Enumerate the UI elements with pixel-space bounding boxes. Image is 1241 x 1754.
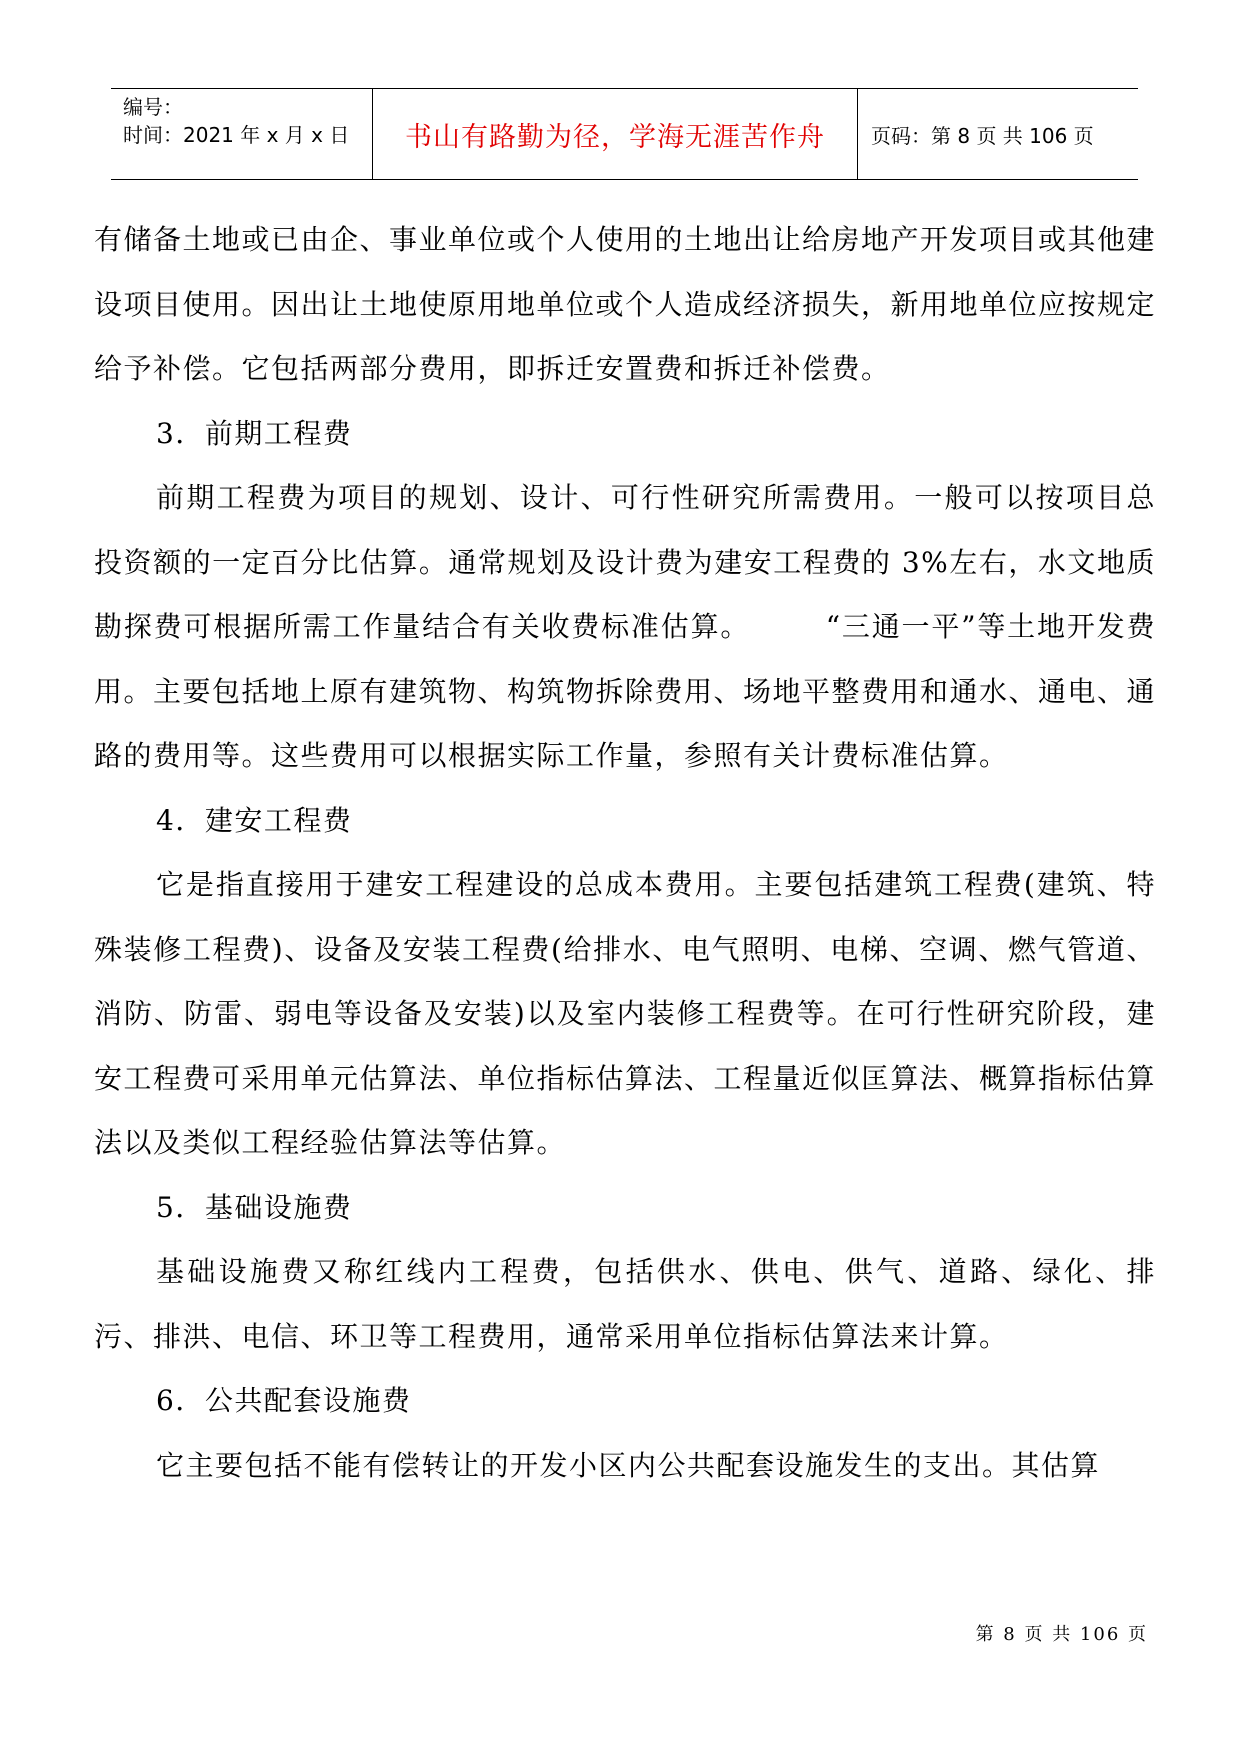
body-paragraph: 它主要包括不能有偿转让的开发小区内公共配套设施发生的支出。其估算	[156, 1448, 1101, 1482]
body-paragraph: 它是指直接用于建安工程建设的总成本费用。主要包括建筑工程费(建筑、特殊装修工程费)、设备及安装工程费(给排水、电气照明、电梯、空调、燃气管道、消防、防雷、弱电等设备及安装)以及室内装修工程费等。在可行性研究阶段，建安工程费可采用单元估算法、单位指标估算法、工程量近似匡算法、概算指标估算法以及类似工程经验估算法等估算。	[94, 868, 1157, 1159]
section-heading: 6．公共配套设施费	[156, 1384, 412, 1417]
header-motto: 书山有路勤为径，学海无涯苦作舟	[405, 121, 825, 153]
section-heading: 4．建安工程费	[156, 803, 353, 837]
section-heading: 3．前期工程费	[156, 416, 353, 450]
header-divider-right	[857, 89, 858, 179]
body-paragraph: 前期工程费为项目的规划、设计、可行性研究所需费用。一般可以按项目总投资额的一定百分比估算。通常规划及设计费为建安工程费的 3%左右，水文地质勘探费可根据所需工作量结合有关收费标准估算。 “三通一平”等土地开发费用。主要包括地上原有建筑物、构筑物拆除费用、场地平整费用和通水、通电、通路的费用等。这些费用可以根据实际工作量，参照有关计费标准估算。	[94, 481, 1157, 772]
section-heading: 5．基础设施费	[156, 1190, 353, 1224]
page-header	[111, 88, 1138, 180]
page-footer-number: 第 8 页 共 106 页	[975, 1624, 1148, 1645]
document-body	[94, 208, 1156, 1498]
document-number-label: 编号：	[123, 95, 183, 119]
document-time-label: 时间：2021 年 x 月 x 日	[123, 123, 350, 147]
header-page-info: 页码：第 8 页 共 106 页	[871, 123, 1094, 148]
body-paragraph: 有储备土地或已由企、事业单位或个人使用的土地出让给房地产开发项目或其他建设项目使用。因出让土地使原用地单位或个人造成经济损失，新用地单位应按规定给予补偿。它包括两部分费用，即拆迁安置费和拆迁补偿费。	[94, 223, 1157, 385]
body-paragraph: 基础设施费又称红线内工程费，包括供水、供电、供气、道路、绿化、排污、排洪、电信、环卫等工程费用，通常采用单位指标估算法来计算。	[94, 1255, 1156, 1353]
